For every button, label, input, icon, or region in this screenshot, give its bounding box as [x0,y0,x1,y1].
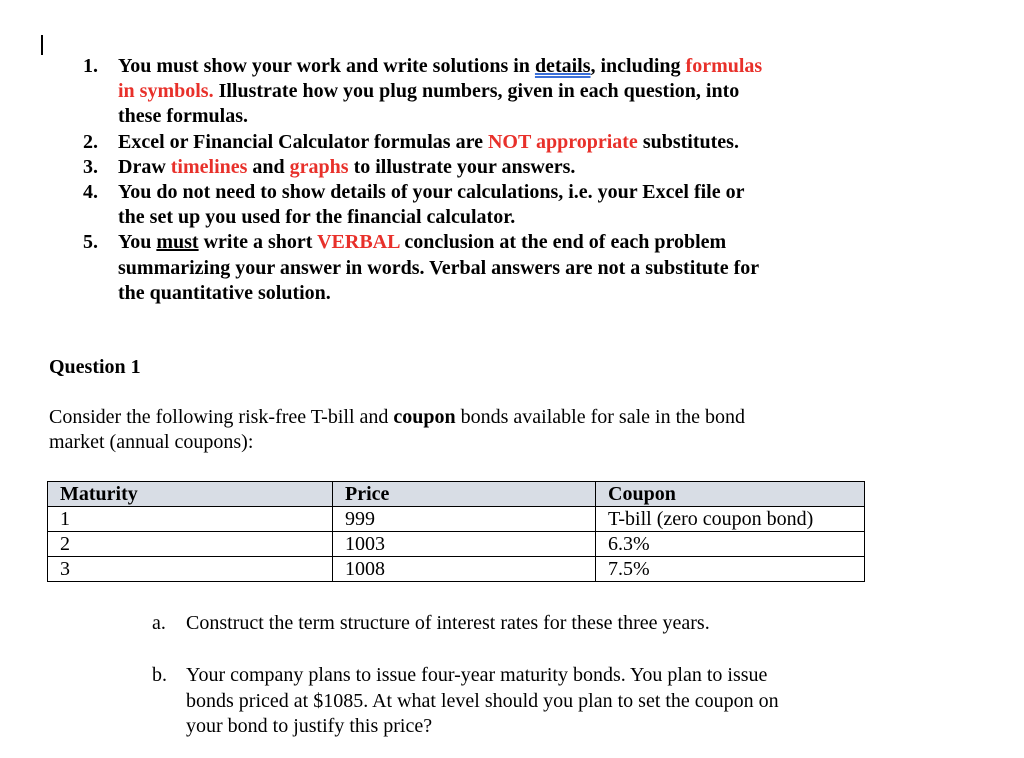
item-number: 2. [83,130,98,153]
emphasis-text: graphs [289,155,349,178]
cell: 3 [48,557,333,582]
item-line [118,130,762,155]
table-row [48,557,865,582]
question-intro [49,405,745,455]
emphasis-text: formulas [685,55,763,77]
item-number: 5. [83,231,98,254]
item-line [118,230,762,255]
item-text: must [156,231,199,254]
header-coupon: Coupon [596,482,865,507]
emphasis-text: in symbols. [118,80,214,103]
cell: T-bill (zero coupon bond) [596,507,865,532]
item-number: 3. [83,155,98,178]
header-price: Price [333,482,596,507]
item-line [118,256,762,281]
item-text: write a short [198,231,318,254]
emphasis-text: VERBAL [317,231,400,254]
item-text: Draw [118,155,171,178]
item-text: Excel or Financial Calculator formulas are [118,130,488,153]
item-text: details [534,55,591,77]
intro-text: market (annual coupons): [49,431,254,453]
table-header-row [48,482,865,507]
item-text: and [247,155,290,178]
item-line [118,79,762,104]
question-title: Question 1 [49,356,141,378]
part-text: your bond to justify this price? [186,715,433,737]
item-text: the set up you used for the financial calculator. [118,206,516,229]
table-row [48,507,865,532]
item-line [118,205,762,230]
instruction-item [83,130,762,155]
part-text: Your company plans to issue four-year maturity bonds. You plan to issue [186,664,768,686]
item-text: these formulas. [118,105,248,128]
part-b [152,663,779,740]
item-text: substitutes. [637,130,739,153]
emphasis-text: NOT appropriate [487,130,638,153]
item-line [118,180,762,205]
cell: 6.3% [596,532,865,557]
instruction-item [83,155,762,180]
part-label: a. [152,612,166,634]
text-cursor [41,35,43,55]
item-text: You do not need to show details of your calculations, i.e. your Excel file or [118,181,745,204]
item-text: Illustrate how you plug numbers, given in each question, into [213,80,740,103]
intro-text: Consider the following risk-free T-bill and [49,406,394,428]
cell: 1008 [333,557,596,582]
item-text: conclusion at the end of each problem [399,231,727,254]
item-text: the quantitative solution. [118,281,331,304]
item-text: You must show your work and write solutions in [118,55,535,77]
item-number: 1. [83,55,98,77]
item-line [118,54,762,79]
instruction-item [83,180,762,230]
part-text: bonds priced at $1085. At what level should you plan to set the coupon on [186,689,779,712]
item-line [118,281,762,306]
header-maturity: Maturity [48,482,333,507]
item-line [118,104,762,129]
item-text: summarizing your answer in words. Verbal answers are not a substitute for [118,256,760,279]
item-text: , including [590,55,686,77]
item-text: to illustrate your answers. [348,155,576,178]
intro-bold: coupon [393,406,456,428]
item-number: 4. [83,181,98,204]
cell: 2 [48,532,333,557]
cell: 1003 [333,532,596,557]
intro-text: bonds available for sale in the bond [455,406,746,428]
instruction-item [83,230,762,306]
part-text: Construct the term structure of interest rates for these three years. [186,612,710,634]
cell: 999 [333,507,596,532]
instruction-item [83,54,762,130]
part-label: b. [152,664,167,686]
instructions-list [83,54,762,306]
cell: 1 [48,507,333,532]
item-text: You [118,231,157,254]
emphasis-text: timelines [170,155,248,178]
cell: 7.5% [596,557,865,582]
part-a [152,611,710,637]
item-line [118,155,762,180]
table-row [48,532,865,557]
bond-table [47,481,865,582]
